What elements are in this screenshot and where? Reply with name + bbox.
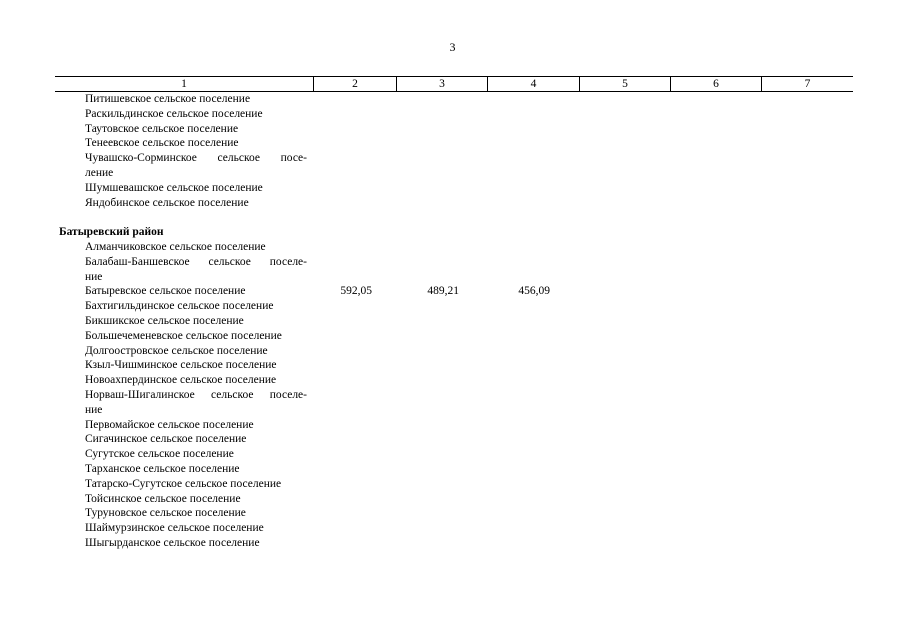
- table-row: [0, 521, 905, 536]
- table-row: [0, 418, 905, 433]
- value-col-3: 489,21: [427, 285, 459, 298]
- table-row: [0, 122, 905, 137]
- table-row: [0, 447, 905, 462]
- settlement-name: Туруновское сельское поселение: [85, 507, 246, 520]
- settlement-name: Таутовское сельское поселение: [85, 122, 239, 135]
- settlement-name: Шыгырданское сельское поселение: [85, 536, 260, 549]
- table-row: [0, 358, 905, 373]
- settlement-name: Долгоостровское сельское поселение: [85, 344, 268, 357]
- table-row: [0, 240, 905, 255]
- column-header-4: 4: [487, 77, 579, 91]
- column-header-5: 5: [579, 77, 670, 91]
- value-col-2: 592,05: [340, 285, 372, 298]
- settlement-name: Большечеменевское сельское поселение: [85, 329, 282, 342]
- district-name: Батыревский район: [59, 226, 164, 239]
- table-row: [0, 492, 905, 507]
- table-row: [0, 329, 905, 344]
- column-header-1: 1: [181, 78, 187, 90]
- table-row: [0, 388, 905, 403]
- settlement-name: Питишевское сельское поселение: [85, 93, 251, 105]
- settlement-name: Кзыл-Чишминское сельское поселение: [85, 359, 277, 372]
- table-row: [0, 373, 905, 388]
- settlement-name: Сигачинское сельское поселение: [85, 433, 247, 446]
- table-row: [0, 432, 905, 447]
- settlement-name: Норваш-Шигалинское сельское поселе-: [85, 388, 307, 401]
- table-row: [0, 314, 905, 329]
- page-number: 3: [449, 40, 456, 54]
- table-row: [0, 506, 905, 521]
- settlement-name-continued: ление: [85, 166, 114, 179]
- settlement-name-continued: ние: [85, 403, 103, 416]
- settlement-name: Первомайское сельское поселение: [85, 418, 254, 431]
- settlement-name: Яндобинское сельское поселение: [85, 196, 249, 209]
- table-row: [0, 299, 905, 314]
- table-row: [0, 403, 905, 418]
- table-row-with-values: [0, 284, 905, 299]
- table-row: [0, 166, 905, 181]
- settlement-name-continued: ние: [85, 270, 103, 283]
- table-row: [0, 181, 905, 196]
- settlement-name: Шаймурзинское сельское поселение: [85, 522, 264, 535]
- table-row: [0, 151, 905, 166]
- table-row: [0, 255, 905, 270]
- table-row: [0, 462, 905, 477]
- table-row: [0, 270, 905, 285]
- settlement-name: Тойсинское сельское поселение: [85, 492, 241, 505]
- settlement-name: Бахтигильдинское сельское поселение: [85, 300, 274, 313]
- table-row: [0, 92, 905, 107]
- settlement-name: Раскильдинское сельское поселение: [85, 107, 263, 120]
- settlement-name: Чувашско-Сорминское сельское посе-: [85, 152, 307, 165]
- table-row: [0, 536, 905, 551]
- settlement-name: Новоахпердинское сельское поселение: [85, 374, 277, 387]
- settlement-name: Тенеевское сельское поселение: [85, 137, 239, 150]
- settlement-name: Тарханское сельское поселение: [85, 462, 240, 475]
- column-header-2: 2: [313, 77, 396, 91]
- column-header-6: 6: [670, 77, 761, 91]
- table-row: [0, 136, 905, 151]
- value-col-4: 456,09: [518, 285, 550, 298]
- table-row: [0, 196, 905, 211]
- table-row: [0, 344, 905, 359]
- column-header-7: 7: [761, 77, 853, 91]
- table-body: [0, 92, 905, 551]
- settlement-name: Бикшикское сельское поселение: [85, 314, 244, 327]
- table-row: [0, 107, 905, 122]
- settlement-name: Балабаш-Баншевское сельское поселе-: [85, 255, 307, 268]
- table-row: [0, 477, 905, 492]
- settlement-name: Татарско-Сугутское сельское поселение: [85, 477, 282, 490]
- settlement-name: Сугутское сельское поселение: [85, 448, 234, 461]
- district-row: [0, 225, 905, 240]
- settlement-name: Батыревское сельское поселение: [85, 285, 246, 298]
- column-header-3: 3: [396, 77, 487, 91]
- settlement-name: Алманчиковское сельское поселение: [85, 240, 266, 253]
- table-header-row: [55, 76, 853, 92]
- settlement-name: Шумшевашское сельское поселение: [85, 181, 263, 194]
- row-spacer: [0, 210, 905, 225]
